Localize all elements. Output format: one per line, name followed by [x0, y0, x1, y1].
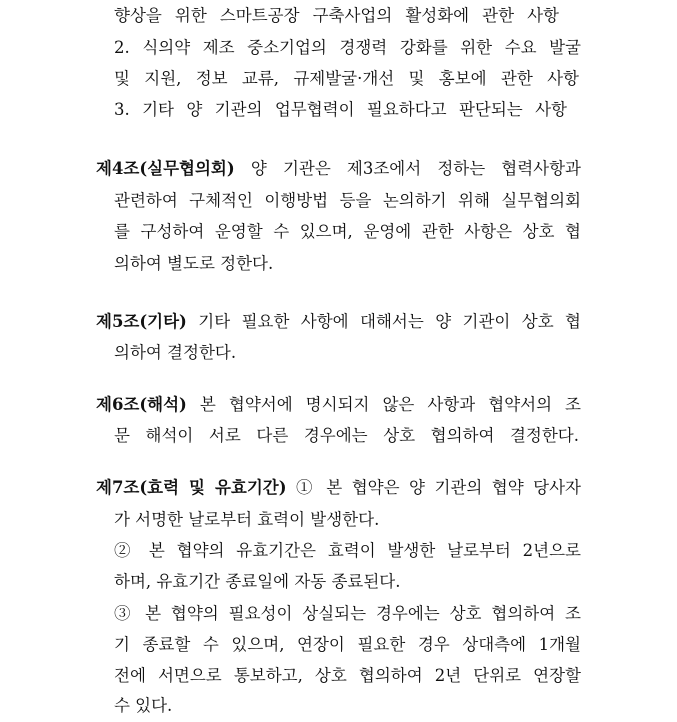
- article3-line-1: 향상을 위한 스마트공장 구축사업의 활성화에 관한 사항: [114, 6, 559, 25]
- article6-line-2: 문 해석이 서로 다른 경우에는 상호 협의하여 결정한다.: [114, 426, 579, 445]
- article7-line-8: 수 있다.: [114, 696, 173, 715]
- article7-line-7: 전에 서면으로 통보하고, 상호 협의하여 2년 단위로 연장할: [114, 666, 581, 685]
- article7-text: ① 본 협약은 양 기관의 협약 당사자: [296, 478, 581, 497]
- article7-line-6: 기 종료할 수 있으며, 연장이 필요한 경우 상대측에 1개월: [114, 635, 581, 654]
- article6-heading: 제6조(해석): [96, 395, 187, 414]
- article6-line-1: [0, 394, 677, 416]
- article7-line-3: ② 본 협약의 유효기간은 효력이 발생한 날로부터 2년으로: [114, 541, 581, 560]
- article5-line-1: [0, 311, 677, 333]
- article4-line-3: 를 구성하여 운영할 수 있으며, 운영에 관한 사항은 상호 협: [114, 222, 581, 241]
- article4-line-4: 의하여 별도로 정한다.: [114, 254, 274, 273]
- article4-line-1: [0, 158, 677, 180]
- article7-line-2: 가 서명한 날로부터 효력이 발생한다.: [114, 510, 380, 529]
- article7-line-5: ③ 본 협약의 필요성이 상실되는 경우에는 상호 협의하여 조: [114, 604, 581, 623]
- article5-heading: 제5조(기타): [96, 312, 187, 331]
- article4-text: 양 기관은 제3조에서 정하는 협력사항과: [250, 159, 581, 178]
- article5-line-2: 의하여 결정한다.: [114, 343, 237, 362]
- article5-text: 기타 필요한 사항에 대해서는 양 기관이 상호 협: [198, 312, 581, 331]
- article6-text: 본 협약서에 명시되지 않은 사항과 협약서의 조: [199, 395, 581, 414]
- article4-heading: 제4조(실무협의회): [96, 159, 235, 178]
- article7-line-1: [0, 477, 677, 499]
- article3-line-3: 및 지원, 정보 교류, 규제발굴·개선 및 홍보에 관한 사항: [114, 69, 579, 88]
- article7-heading: 제7조(효력 및 유효기간): [96, 478, 287, 497]
- article4-line-2: 관련하여 구체적인 이행방법 등을 논의하기 위해 실무협의회: [114, 191, 581, 210]
- article3-line-2: 2. 식의약 제조 중소기업의 경쟁력 강화를 위한 수요 발굴: [114, 38, 581, 57]
- article7-line-4: 하며, 유효기간 종료일에 자동 종료된다.: [114, 572, 401, 591]
- article3-line-4: 3. 기타 양 기관의 업무협력이 필요하다고 판단되는 사항: [114, 100, 567, 119]
